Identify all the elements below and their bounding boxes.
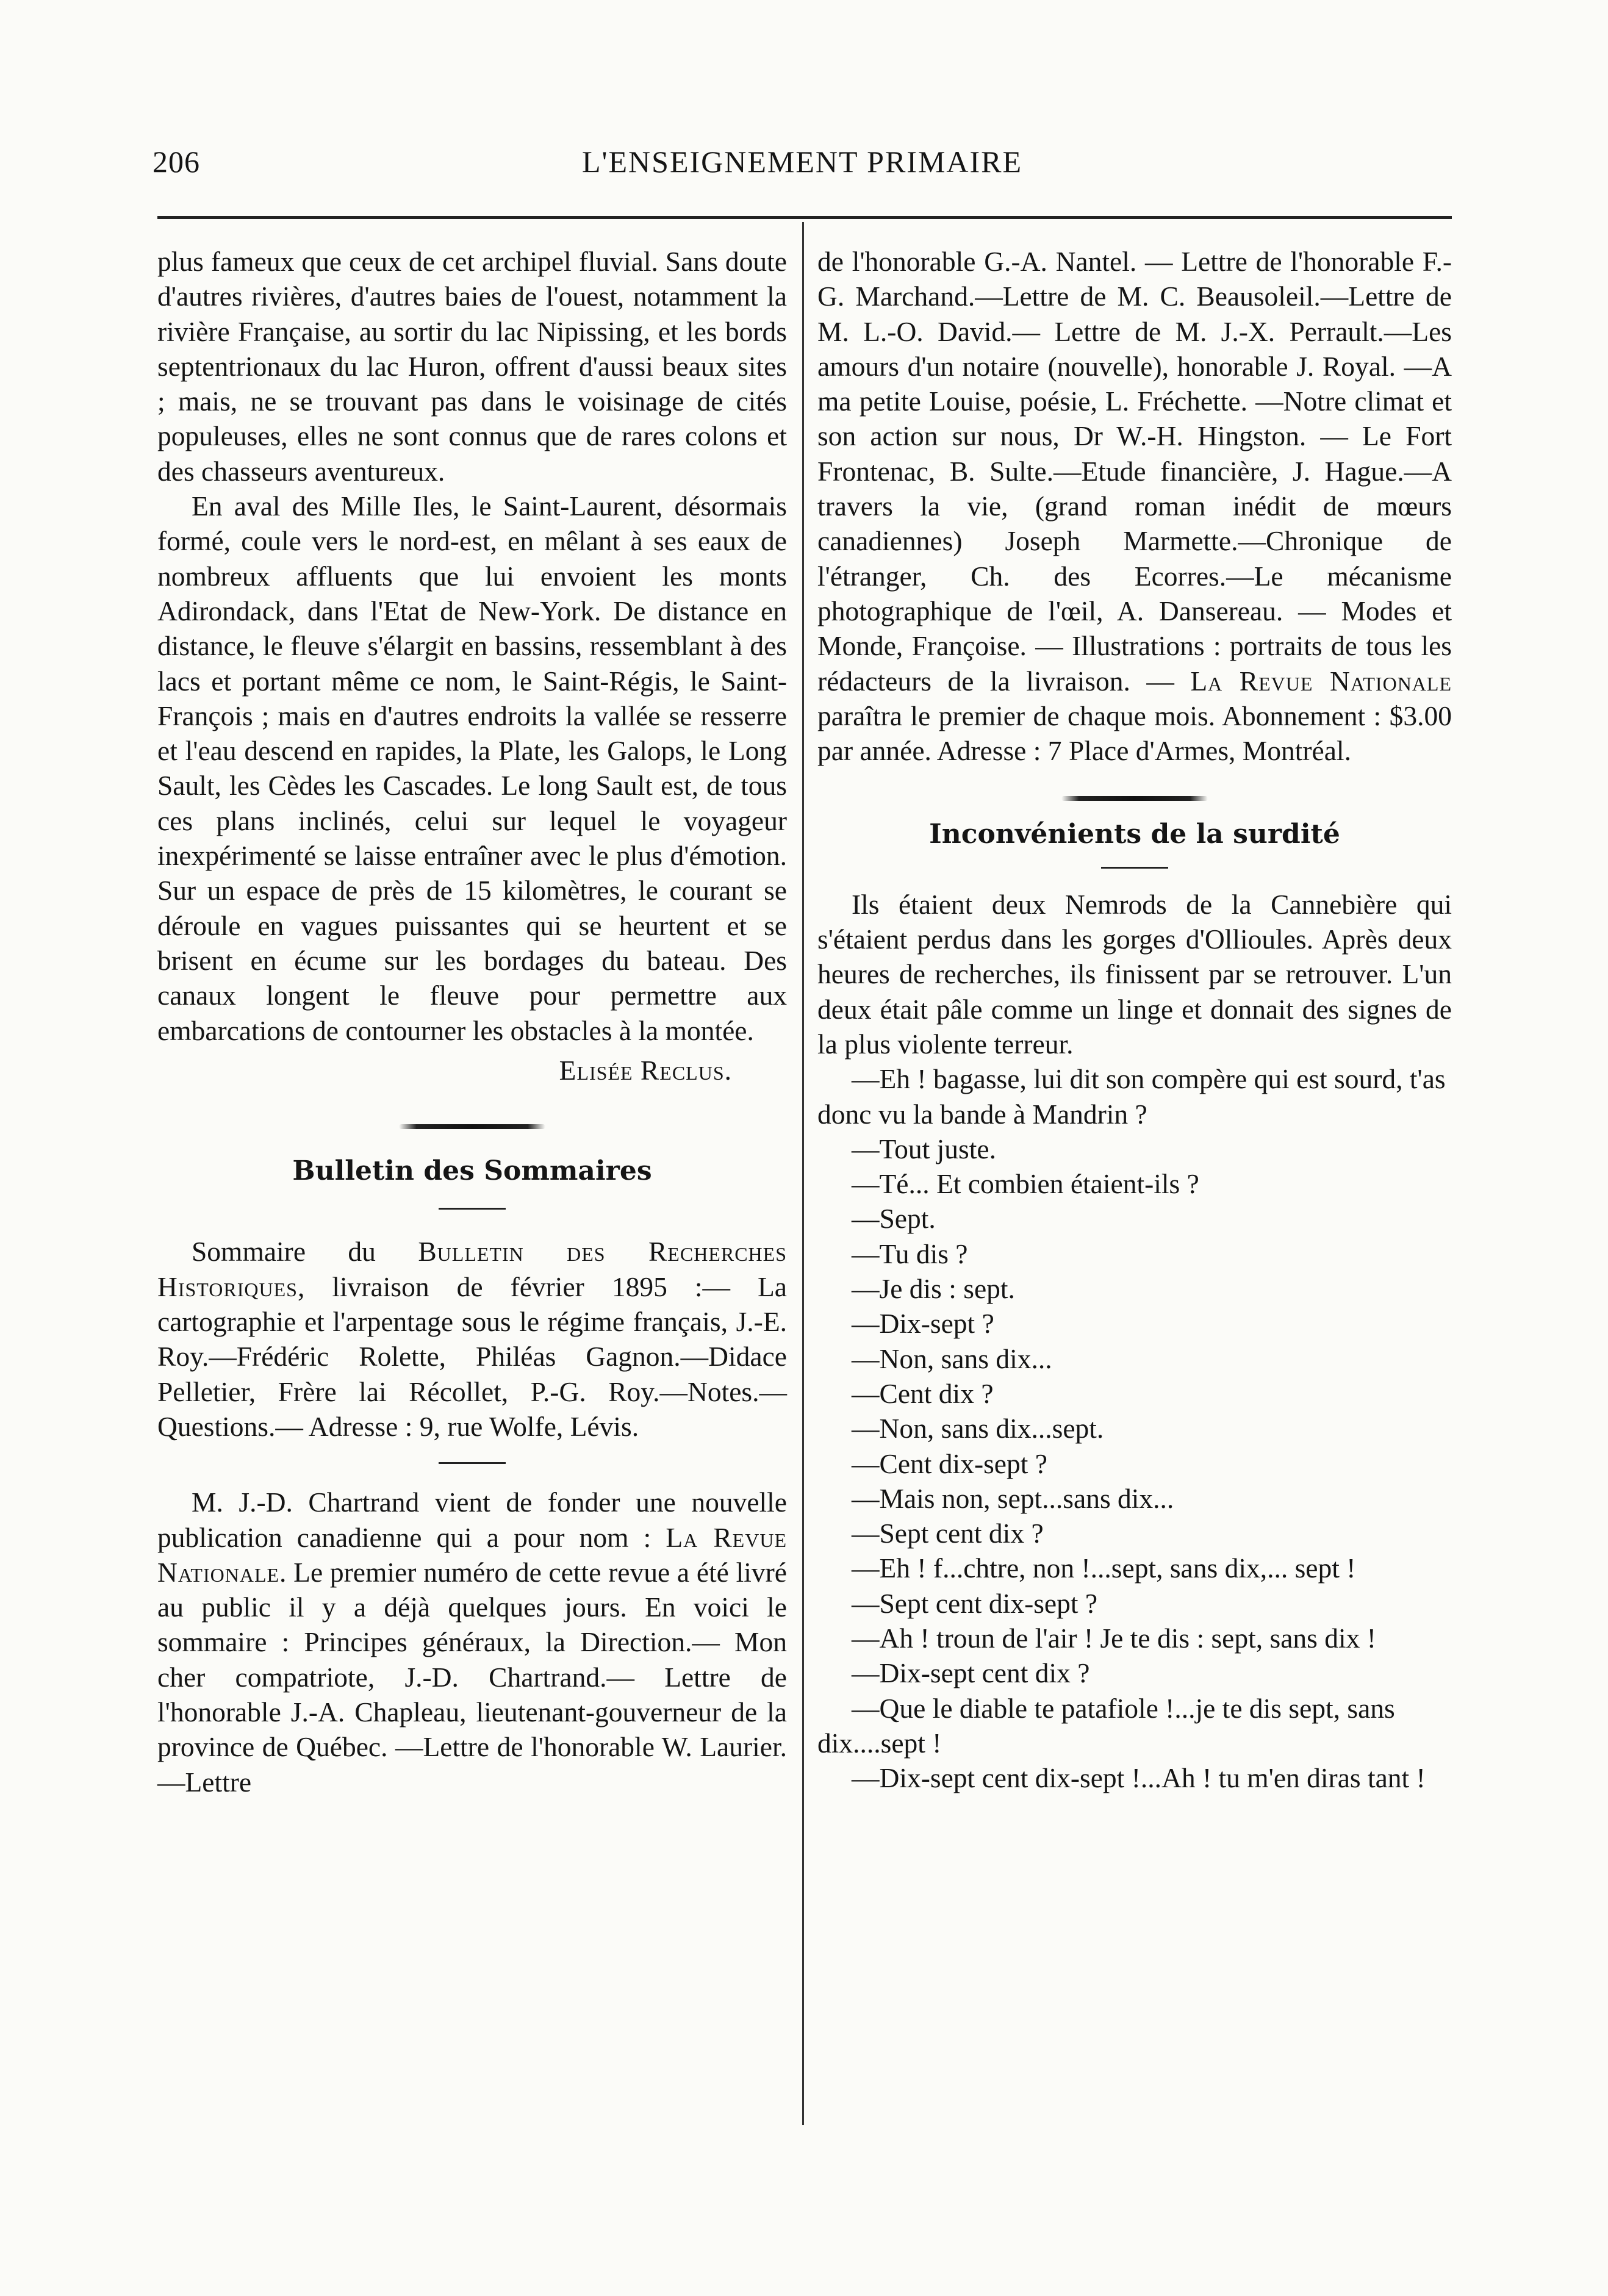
dialogue-line: —Mais non, sept...sans dix...	[852, 1482, 1174, 1514]
dialogue-line: —Dix-sept cent dix-sept !...Ah ! tu m'en diras tant !	[852, 1762, 1426, 1794]
dialogue-line: —Eh ! bagasse, lui dit son compère qui est sourd, t'as donc vu la bande à Mandrin ?	[817, 1063, 1446, 1130]
section-ornament	[1061, 796, 1208, 801]
dialogue-line: —Té... Et combien étaient-ils ?	[852, 1168, 1199, 1200]
dialogue-line: —Eh ! f...chtre, non !...sept, sans dix,... sept !	[852, 1552, 1356, 1584]
dialogue-line: —Sept cent dix-sept ?	[852, 1587, 1098, 1619]
dialogue-line: —Non, sans dix...sept.	[852, 1413, 1104, 1444]
author-signature: Elisée Reclus.	[559, 1054, 732, 1086]
dialogue-line: —Sept.	[852, 1203, 936, 1235]
running-title: L'ENSEIGNEMENT PRIMAIRE	[581, 145, 1023, 179]
dialogue-line: —Tu dis ?	[852, 1238, 968, 1269]
article-title: Inconvénients de la surdité	[929, 819, 1340, 850]
left-column	[157, 244, 787, 1799]
dialogue-line: —Sept cent dix ?	[852, 1518, 1044, 1549]
reclus-paragraph-1: plus fameux que ceux de cet archipel fluvial. Sans doute d'autres rivières, d'autres baies de l'ouest, notamment la rivière Française, au sortir du lac Nipissing, et les bords septentrionaux du lac Huron, offrent d'aussi beaux sites ; mais, ne se trouvant pas dans le voisinage de cités populeuses, elles ne sont connus que de rares colons et des chasseurs aventureux.	[157, 246, 787, 487]
header-rule	[157, 216, 1452, 219]
page-number: 206	[153, 145, 200, 179]
revue-name: La Revue Nationale	[1190, 665, 1452, 697]
dialogue-line: —Cent dix-sept ?	[852, 1448, 1047, 1479]
right-column	[817, 244, 1452, 1795]
dialogue-line: —Non, sans dix...	[852, 1343, 1052, 1374]
reclus-paragraph-2: En aval des Mille Iles, le Saint-Laurent, désormais formé, coule vers le nord-est, en mêlant à ses eaux de nombreux affluents que lui envoient les monts Adirondack, dans l'Etat de New-York. De distance en distance, le fleuve s'élargit en bassins, ressemblant à des lacs et portant même ce nom, le Saint-Régis, le Saint-François ; mais en d'autres endroits la vallée se resserre et l'eau descend en rapides, la Plate, les Galops, le Long Sault, les Cèdes les Cascades. Le long Sault est, de tous ces plans inclinés, celui sur lequel le voyageur inexpérimenté se laisse entraîner avec le plus d'émotion. Sur un espace de près de 15 kilomètres, le courant se déroule en vagues puissantes qui se heurtent et se brisent en écume sur les bordages du bateau. Des canaux longent le fleuve pour permettre aux embarcations de contourner les obstacles à la montée.	[157, 490, 787, 1046]
dialogue-line: —Dix-sept ?	[852, 1308, 994, 1340]
dialogue-line: —Dix-sept cent dix ?	[852, 1657, 1090, 1689]
bulletin-publication-name: Bulletin des Recherches Historiques	[157, 1236, 787, 1302]
column-divider	[802, 222, 804, 2125]
dialogue-line: —Cent dix ?	[852, 1377, 994, 1409]
page-header	[153, 144, 1452, 193]
dialogue-line: —Je dis : sept.	[852, 1273, 1015, 1305]
bulletin-paragraph-2: M. J.-D. Chartrand vient de fonder une nouvelle publication canadienne qui a pour nom : La Revue Nationale. Le premier numéro de cette revue a été livré au public il y a déjà quelques jours. En voici le sommaire : Principes généraux, la Direction.— Mon cher compatriote, J.-D. Chartrand.— Lettre de l'honorable J.-A. Chapleau, lieutenant-gouverneur de la province de Québec. —Lettre de l'honorable W. Laurier.—Lettre	[157, 1487, 787, 1798]
dialogue-line: —Tout juste.	[852, 1133, 996, 1164]
revue-name: La Revue Nationale	[157, 1521, 787, 1588]
dialogue	[817, 1061, 1452, 1795]
dialogue-line: —Ah ! troun de l'air ! Je te dis : sept, sans dix !	[852, 1622, 1376, 1654]
bulletin-title: Bulletin des Sommaires	[292, 1155, 652, 1187]
sommaire-continuation: de l'honorable G.-A. Nantel. — Lettre de l'honorable F.-G. Marchand.—Lettre de M. C. Beausoleil.—Lettre de M. L.-O. David.— Lettre de M. J.-X. Perrault.—Les amours d'un notaire (nouvelle), honorable J. Royal. —A ma petite Louise, poésie, L. Fréchette. —Notre climat et son action sur nous, Dr W.-H. Hingston. — Le Fort Frontenac, B. Sulte.—Etude financière, J. Hague.—A travers la vie, (grand roman inédit de mœurs canadiennes) Joseph Marmette.—Chronique de l'étranger, Ch. des Ecorres.—Le mécanisme photographique de l'œil, A. Dansereau. — Modes et Monde, Françoise. — Illustrations : portraits de tous les rédacteurs de la livraison. — La Revue Nationale paraîtra le premier de chaque mois. Abonnement : $3.00 par année. Adresse : 7 Place d'Armes, Montréal.	[817, 246, 1452, 767]
article-intro: Ils étaient deux Nemrods de la Cannebière qui s'étaient perdus dans les gorges d'Ollioules. Après deux heures de recherches, ils finissent par se retrouver. L'un deux était pâle comme un linge et donnait des signes de la plus violente terreur.	[817, 888, 1452, 1060]
section-ornament	[399, 1124, 545, 1129]
dialogue-line: —Que le diable te patafiole !...je te dis sept, sans dix....sept !	[817, 1692, 1395, 1759]
bulletin-paragraph-1: Sommaire du Bulletin des Recherches Historiques, livraison de février 1895 :— La cartographie et l'arpentage sous le régime français, J.-E. Roy.—Frédéric Rolette, Philéas Gagnon.—Didace Pelletier, Frère lai Récollet, P.-G. Roy.—Notes.—Questions.— Adresse : 9, rue Wolfe, Lévis.	[157, 1236, 787, 1442]
